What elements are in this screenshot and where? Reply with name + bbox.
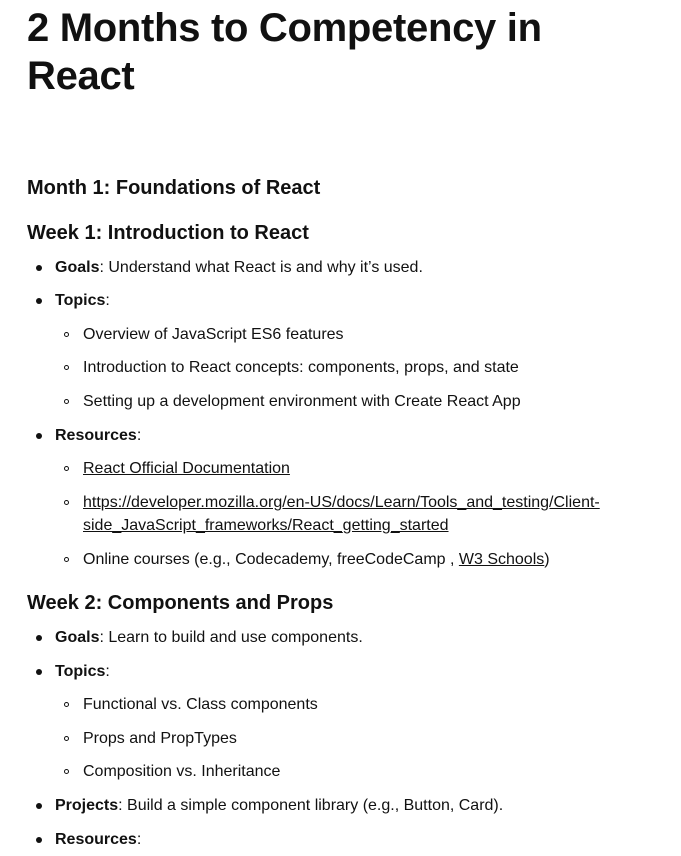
week1-topic-1: Overview of JavaScript ES6 features	[83, 326, 344, 343]
week2-topics-item: Topics:	[55, 663, 110, 680]
resources-label: Resources	[55, 427, 137, 444]
week1-heading: Week 1: Introduction to React	[27, 222, 309, 244]
circle-bullet-icon	[64, 365, 69, 370]
page-title: 2 Months to Competency in React	[27, 6, 542, 98]
bullet-icon	[36, 265, 42, 271]
week2-topic-1: Functional vs. Class components	[83, 696, 318, 713]
circle-bullet-icon	[64, 557, 69, 562]
resource-item: Online courses (e.g., Codecademy, freeCodeCamp , W3 Schools)	[83, 551, 550, 568]
circle-bullet-icon	[64, 399, 69, 404]
bullet-icon	[36, 635, 42, 641]
goals-text: : Learn to build and use components.	[99, 629, 363, 646]
week1-topic-2: Introduction to React concepts: components, props, and state	[83, 359, 519, 376]
goals-text: : Understand what React is and why it’s used.	[99, 259, 423, 276]
topics-label: Topics	[55, 663, 106, 680]
resource-item	[83, 491, 600, 514]
goals-label: Goals	[55, 629, 100, 646]
w3schools-link[interactable]: W3 Schools	[458, 551, 545, 568]
mdn-react-link-continued[interactable]: side_JavaScript_frameworks/React_getting_started	[83, 517, 449, 534]
react-docs-link[interactable]: React Official Documentation	[83, 460, 290, 477]
week2-topic-2: Props and PropTypes	[83, 730, 237, 747]
week2-heading: Week 2: Components and Props	[27, 592, 334, 614]
bullet-icon	[36, 433, 42, 439]
resources-label: Resources	[55, 831, 137, 848]
mdn-react-link[interactable]: https://developer.mozilla.org/en-US/docs/Learn/Tools_and_testing/Client-	[83, 494, 600, 511]
bullet-icon	[36, 803, 42, 809]
projects-label: Projects	[55, 797, 119, 814]
topics-label: Topics	[55, 292, 106, 309]
circle-bullet-icon	[64, 702, 69, 707]
projects-text: : Build a simple component library (e.g., Button, Card).	[118, 797, 504, 814]
week1-goals-item	[55, 256, 423, 279]
week1-resources-item: Resources:	[55, 427, 142, 444]
resource-item	[83, 457, 290, 480]
circle-bullet-icon	[64, 466, 69, 471]
week2-projects-item	[55, 794, 503, 817]
month1-heading: Month 1: Foundations of React	[27, 177, 321, 199]
bullet-icon	[36, 298, 42, 304]
week2-topic-3: Composition vs. Inheritance	[83, 763, 281, 780]
resource-item-continued	[83, 514, 449, 537]
circle-bullet-icon	[64, 500, 69, 505]
week1-topics-item: Topics:	[55, 292, 110, 309]
circle-bullet-icon	[64, 332, 69, 337]
week1-topic-3: Setting up a development environment with Create React App	[83, 393, 521, 410]
goals-label: Goals	[55, 259, 100, 276]
week2-resources-item: Resources:	[55, 831, 142, 848]
circle-bullet-icon	[64, 769, 69, 774]
week2-goals-item	[55, 626, 363, 649]
bullet-icon	[36, 837, 42, 843]
circle-bullet-icon	[64, 736, 69, 741]
bullet-icon	[36, 669, 42, 675]
